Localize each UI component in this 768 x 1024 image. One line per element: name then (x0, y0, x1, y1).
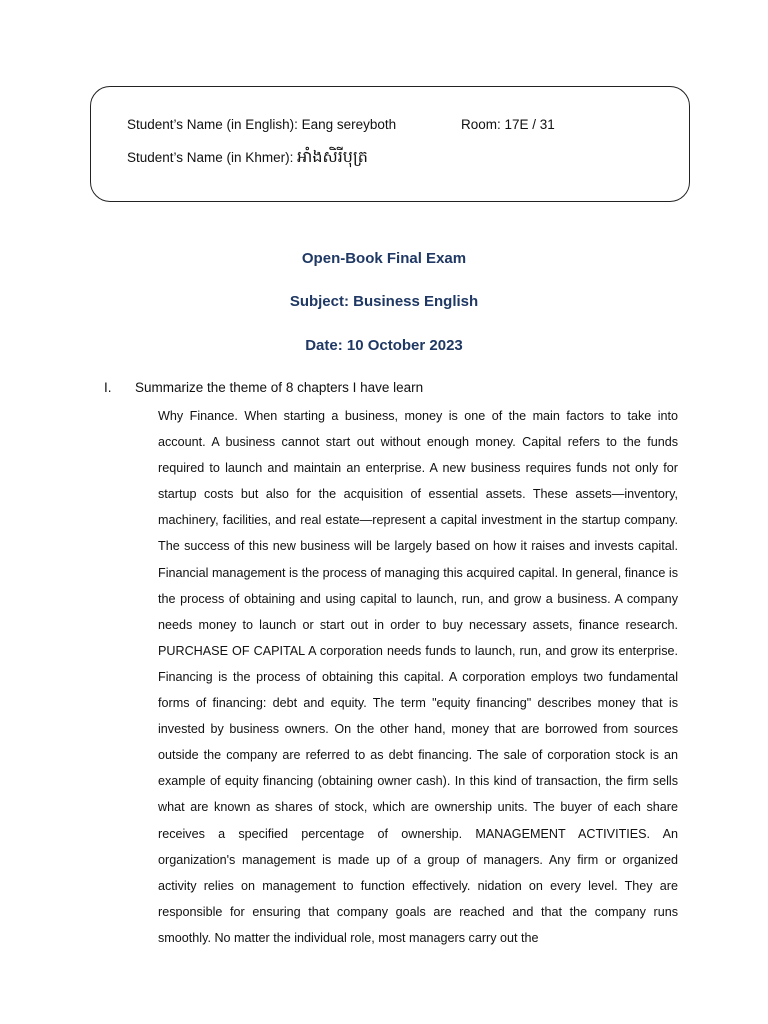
section-number: I. (104, 380, 112, 395)
exam-subject: Subject: Business English (289, 293, 479, 310)
room-number: Room: 17E / 31 (461, 117, 555, 132)
student-name-khmer-value: អាំងសិរីបុត្រ (297, 149, 368, 166)
student-name-english: Student’s Name (in English): Eang sereyboth (127, 117, 397, 132)
student-info-box (90, 86, 690, 202)
student-name-khmer-label: Student’s Name (in Khmer): (127, 150, 298, 165)
section-body-paragraph: Why Finance. When starting a business, money is one of the main factors to take into account. A business cannot start out without enough money. Capital refers to the funds required to launch and maintain an enterprise. A new business requires funds not only for startup costs but also for the acquisition of essential assets. These assets—inventory, machinery, facilities, and real estate—represent a capital investment in the startup company. The success of this new business will be largely based on how it raises and invests capital. Financial management is the process of managing this acquired capital. In general, finance is the process of obtaining and using capital to launch, run, and grow a business. A company needs money to launch or start out in order to buy necessary assets, finance research. PURCHASE OF CAPITAL A corporation needs funds to launch, run, and grow its enterprise. Financing is the process of obtaining this capital. A corporation employs two fundamental forms of financing: debt and equity. The term "equity financing" describes money that is invested by business owners. On the other hand, money that are borrowed from sources outside the company are referred to as debt financing. The sale of corporation stock is an example of equity financing (obtaining owner cash). In this kind of transaction, the firm sells what are known as shares of stock, which are ownership units. The buyer of each share receives a specified percentage of ownership. MANAGEMENT ACTIVITIES. An organization's management is made up of a group of managers. Any firm or organized activity relies on management to function effectively. nidation on every level. They are responsible for ensuring that company goals are reached and that the company runs smoothly. No matter the individual role, most managers carry out the (158, 409, 678, 945)
section-title: Summarize the theme of 8 chapters I have learn (135, 380, 424, 395)
student-name-khmer-row (127, 149, 368, 167)
exam-date: Date: 10 October 2023 (305, 337, 463, 354)
exam-title: Open-Book Final Exam (301, 250, 467, 267)
